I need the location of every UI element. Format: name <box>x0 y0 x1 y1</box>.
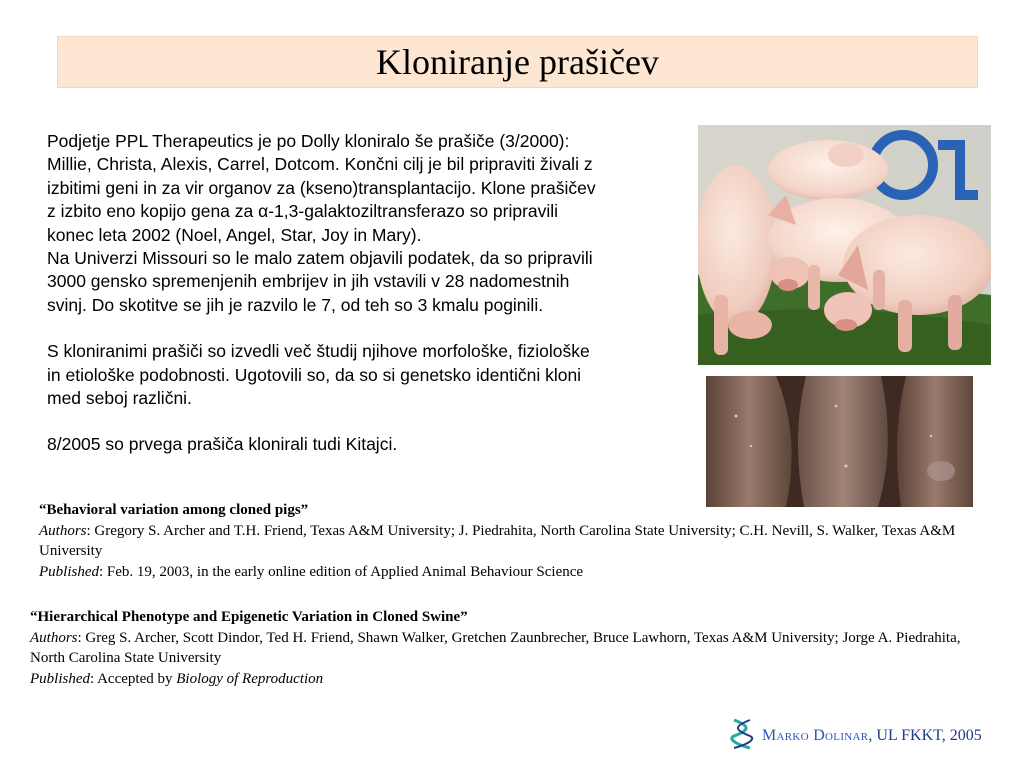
body-line: svinj. Do skotitve se jih je razvilo le 7, od teh so 3 kmalu poginili. <box>47 294 544 315</box>
pig-skin-closeup-photo <box>706 376 973 507</box>
body-line: izbitimi geni in za vir organov za (kseno)transplantacijo. Klone prašičev <box>47 177 596 198</box>
paragraph-gap <box>47 317 687 340</box>
reference-published: : Accepted by <box>90 670 177 687</box>
authors-label: Authors <box>39 522 87 539</box>
reference-authors: : Greg S. Archer, Scott Dindor, Ted H. Friend, Shawn Walker, Gretchen Zaunbrecher, Bruce Lawhorn, Texas A&M University; Jorge A. Piedrahita, North Carolina State University <box>30 629 961 666</box>
paragraph-gap <box>47 410 687 433</box>
body-line: in etiološke podobnosti. Ugotovili so, da so si genetsko identični kloni <box>47 364 582 385</box>
body-line: S kloniranimi prašiči so izvedli več študij njihove morfološke, fiziološke <box>47 341 590 362</box>
authors-label: Authors <box>30 629 78 646</box>
reference-journal: Biology of Reproduction <box>176 670 324 687</box>
body-line: med seboj različni. <box>47 388 192 409</box>
reference-1 <box>39 500 979 582</box>
body-line: z izbito eno kopijo gena za α-1,3-galaktoziltransferazo so pripravili <box>47 201 559 222</box>
reference-title: “Behavioral variation among cloned pigs” <box>39 502 309 518</box>
footer <box>730 720 982 752</box>
body-line: 8/2005 so prvega prašiča klonirali tudi Kitajci. <box>47 434 398 455</box>
body-line: konec leta 2002 (Noel, Angel, Star, Joy in Mary). <box>47 224 422 245</box>
body-line: Millie, Christa, Alexis, Carrel, Dotcom. Končni cilj je bil pripraviti živali z <box>47 154 593 175</box>
published-label: Published <box>30 670 90 687</box>
body-text <box>47 130 687 457</box>
title-band <box>57 36 978 88</box>
dna-helix-icon <box>730 718 754 755</box>
cloned-piglets-photo <box>698 125 991 365</box>
author-name: Marko Dolinar <box>762 727 869 744</box>
reference-title: “Hierarchical Phenotype and Epigenetic Variation in Cloned Swine” <box>30 609 468 625</box>
body-line: 3000 gensko spremenjenih embrijev in jih vstavili v 28 nadomestnih <box>47 271 570 292</box>
author-affiliation: , UL FKKT, 2005 <box>868 727 982 744</box>
reference-2 <box>30 607 990 689</box>
slide-title: Kloniranje prašičev <box>376 42 659 82</box>
reference-published: : Feb. 19, 2003, in the early online edition of Applied Animal Behaviour Science <box>99 563 584 580</box>
reference-authors: : Gregory S. Archer and T.H. Friend, Texas A&M University; J. Piedrahita, North Carolina State University; C.H. Nevill, S. Walker, Texas A&M University <box>39 522 956 559</box>
published-label: Published <box>39 563 99 580</box>
body-line: Podjetje PPL Therapeutics je po Dolly kloniralo še prašiče (3/2000): <box>47 131 570 151</box>
body-line: Na Univerzi Missouri so le malo zatem objavili podatek, da so pripravili <box>47 248 593 269</box>
